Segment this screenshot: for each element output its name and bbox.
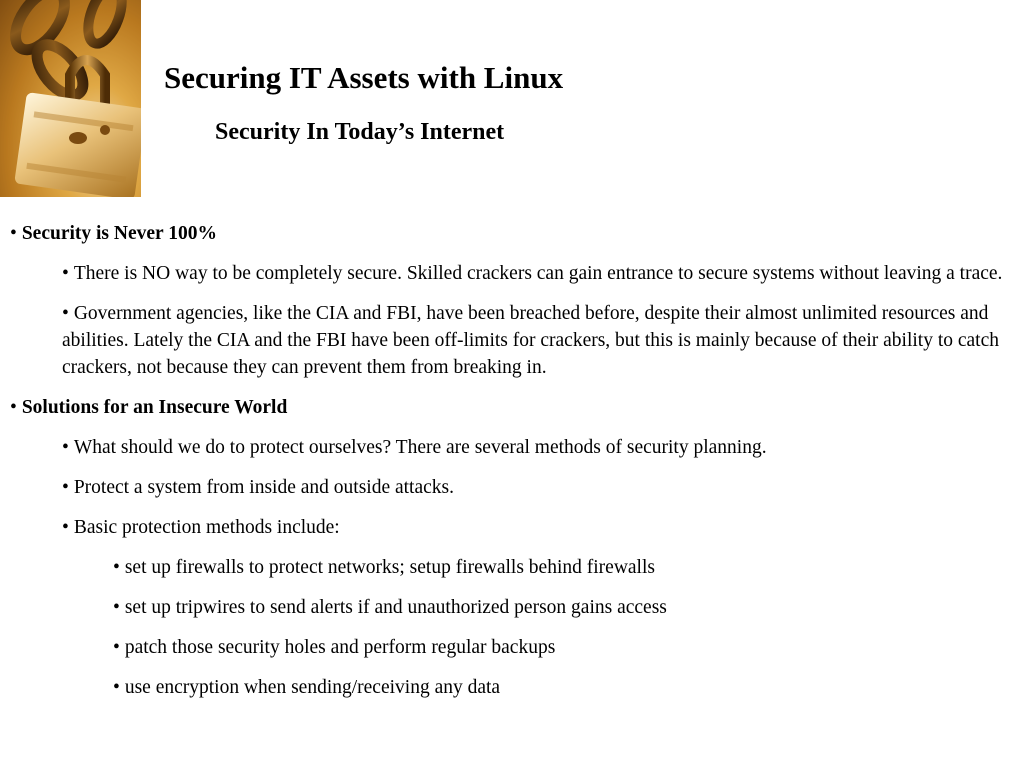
sub-list-item-text: set up firewalls to protect networks; setup firewalls behind firewalls — [124, 557, 655, 578]
list-item-text: Basic protection methods include: — [73, 517, 340, 538]
sub-list-item — [0, 554, 1020, 581]
bullet: • — [62, 303, 69, 324]
bullet: • — [62, 263, 69, 284]
bullet: • — [62, 517, 69, 538]
list-item — [0, 300, 1020, 381]
bullet: • — [62, 437, 69, 458]
slide-title: Securing IT Assets with Linux — [164, 60, 564, 95]
bullet: • — [113, 677, 120, 698]
section-heading — [0, 394, 1020, 421]
list-item — [0, 434, 1020, 461]
list-item — [0, 514, 1020, 541]
bullet: • — [113, 597, 120, 618]
bullet: • — [10, 397, 17, 418]
sub-list-item-text: use encryption when sending/receiving any data — [124, 677, 501, 698]
section-heading — [0, 220, 1020, 247]
sub-list-item — [0, 674, 1020, 701]
bullet: • — [113, 637, 120, 658]
sub-list-item — [0, 634, 1020, 661]
list-item-text: There is NO way to be completely secure. Skilled crackers can gain entrance to secure systems without leaving a trace. — [73, 263, 1003, 284]
list-item — [0, 474, 1020, 501]
section-heading-text: Solutions for an Insecure World — [21, 397, 288, 418]
section-heading-text: Security is Never 100% — [21, 223, 217, 244]
sub-list-item — [0, 594, 1020, 621]
padlock-chain-icon — [0, 0, 141, 197]
list-item — [0, 260, 1020, 287]
slide-subtitle: Security In Today’s Internet — [215, 119, 505, 145]
bullet: • — [62, 477, 69, 498]
sub-list-item-text: patch those security holes and perform regular backups — [124, 637, 556, 658]
padlock-image — [0, 0, 141, 197]
bullet: • — [10, 223, 17, 244]
list-item-text: Protect a system from inside and outside attacks. — [73, 477, 454, 498]
bullet: • — [113, 557, 120, 578]
list-item-text: Government agencies, like the CIA and FBI, have been breached before, despite their almost unlimited resources and abilities. Lately the CIA and the FBI have been off-limits for crackers, but this is mainly because of their ability to catch crackers, not because they can prevent them from breaking in. — [62, 303, 999, 378]
slide-content — [0, 220, 1020, 714]
sub-list-item-text: set up tripwires to send alerts if and unauthorized person gains access — [124, 597, 667, 618]
list-item-text: What should we do to protect ourselves? There are several methods of security planning. — [73, 437, 767, 458]
